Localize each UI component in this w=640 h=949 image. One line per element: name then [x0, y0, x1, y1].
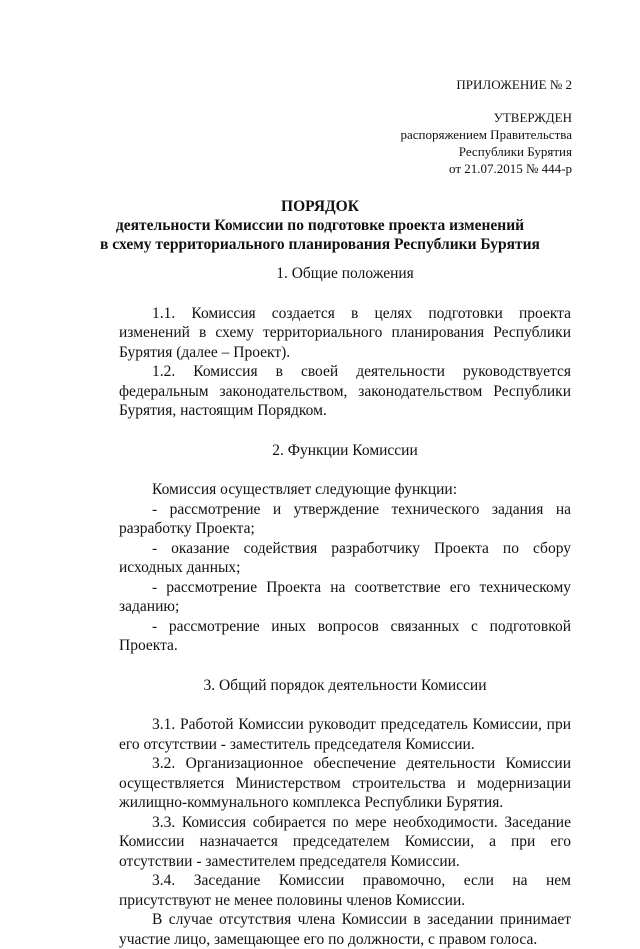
document-title [0, 197, 640, 254]
title-line-3: в схему территориального планирования Республики Бурятия [100, 236, 540, 253]
section-3-paragraph-1: 3.1. Работой Комиссии руководит председатель Комиссии, при его отсутствии - заместитель председателя Комиссии. [119, 716, 571, 753]
section-3-paragraph-4: 3.4. Заседание Комиссии правомочно, если на нем присутствуют не менее половины членов Комиссии. [119, 872, 571, 909]
section-1-paragraph-2: 1.2. Комиссия в своей деятельности руководствуется федеральным законодательством, законодательством Республики Бурятия, настоящим Порядком. [119, 363, 571, 419]
section-3-paragraph-2: 3.2. Организационное обеспечение деятельности Комиссии осуществляется Министерством строительства и модернизации жилищно-коммунального комплекса Республики Бурятия. [119, 755, 571, 811]
section-2-heading: 2. Функции Комиссии [272, 441, 418, 459]
function-item-4: - рассмотрение иных вопросов связанных с подготовкой Проекта. [119, 617, 571, 654]
section-1-paragraph-1: 1.1. Комиссия создается в целях подготовки проекта изменений в схему территориального планирования Республики Бурятия (далее – Проект). [119, 304, 571, 361]
title-line-2: деятельности Комиссии по подготовке проекта изменений [115, 217, 525, 234]
section-3-heading: 3. Общий порядок деятельности Комиссии [203, 676, 487, 694]
function-item-1: - рассмотрение и утверждение технического задания на разработку Проекта; [119, 500, 571, 537]
section-1-heading: 1. Общие положения [276, 265, 414, 282]
section-2-intro: Комиссия осуществляет следующие функции: [152, 481, 458, 498]
approval-date: от 21.07.2015 № 444-р [449, 161, 572, 176]
section-3-paragraph-5: В случае отсутствия члена Комиссии в заседании принимает участие лицо, замещающее его по должности, с правом голоса. [119, 911, 571, 948]
document-body [119, 264, 571, 949]
section-3-paragraph-3: 3.3. Комиссия собирается по мере необходимости. Заседание Комиссии назначается председателем Комиссии, а при его отсутствии - заместителем председателя Комиссии. [119, 813, 571, 870]
annex-number: ПРИЛОЖЕНИЕ № 2 [456, 77, 572, 92]
title-line-1: ПОРЯДОК [281, 198, 359, 215]
function-item-3: - рассмотрение Проекта на соответствие его техническому заданию; [119, 578, 571, 615]
approval-block [400, 76, 572, 177]
approved-by: распоряжением Правительства [400, 127, 572, 142]
approved-region: Республики Бурятия [458, 144, 572, 159]
approved-label: УТВЕРЖДЕН [493, 110, 572, 125]
function-item-2: - оказание содействия разработчику Проекта по сбору исходных данных; [119, 539, 571, 576]
